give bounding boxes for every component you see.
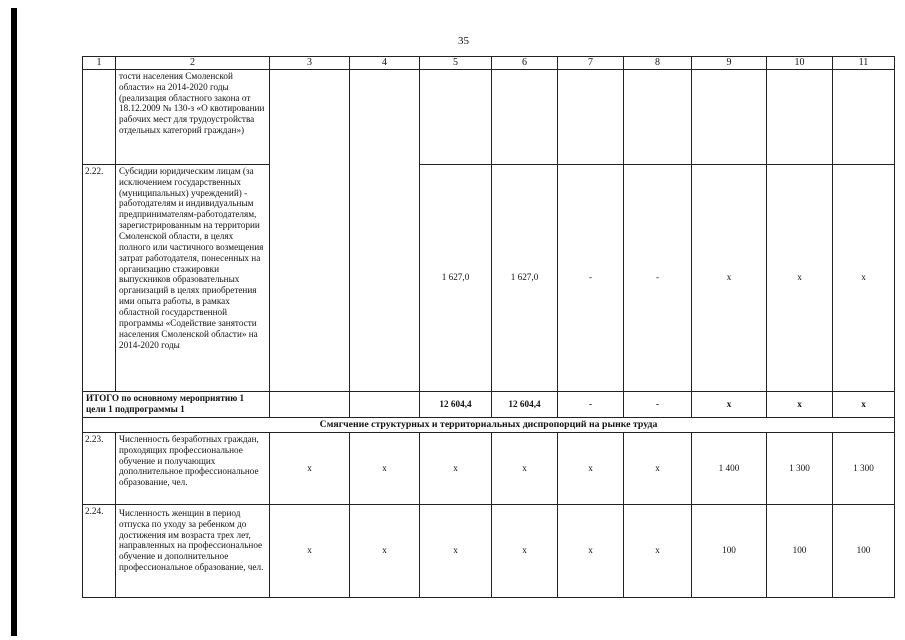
row-number: 2.23. <box>83 432 116 504</box>
value-cell: 1 627,0 <box>420 164 492 391</box>
value-cell: 100 <box>692 504 767 597</box>
total-value: х <box>767 391 833 417</box>
value-cell: х <box>767 164 833 391</box>
header-cell: 10 <box>767 57 833 70</box>
header-cell: 4 <box>350 57 420 70</box>
table-row-section <box>83 417 895 432</box>
header-cell: 7 <box>558 57 624 70</box>
program-table <box>82 56 895 598</box>
row-description: Субсидии юридическим лицам (за исключением государственных (муниципальных) учреждений) - работодателям и индивидуальным предпринимателям-работодателям, зарегистрированным на территории Смоленской области, в целях полного или частичного возмещения затрат работодателя, понесенных на организацию стажировки выпускников образовательных организаций в целях приобретения ими опыта работы, в рамках областной государственной программы «Содействие занятости населения Смоленской области» на 2014-2020 годы <box>116 164 270 391</box>
total-label: ИТОГО по основному мероприятию 1 цели 1 подпрограммы 1 <box>83 391 270 417</box>
value-cell: х <box>492 432 558 504</box>
total-value: 12 604,4 <box>492 391 558 417</box>
page-number: 35 <box>458 35 469 47</box>
value-cell: 100 <box>833 504 895 597</box>
row-description: Численность женщин в период отпуска по уходу за ребенком до достижения им возраста трех лет, направленных на профессиональное обучение и дополнительное профессиональное образование, чел. <box>116 504 270 597</box>
total-value: 12 604,4 <box>420 391 492 417</box>
value-cell: х <box>624 432 692 504</box>
header-cell: 1 <box>83 57 116 70</box>
row-description: тости населения Смоленской области» на 2014-2020 годы (реализация областного закона от 18.12.2009 № 130-з «О квотировании рабочих мест для трудоустройства отдельных категорий граждан») <box>116 69 270 164</box>
row-number: 2.22. <box>83 164 116 391</box>
value-cell: х <box>833 164 895 391</box>
value-cell: 1 300 <box>767 432 833 504</box>
row-description: Численность безработных граждан, проходящих профессиональное обучение и получающих дополнительное профессиональное образование, чел. <box>116 432 270 504</box>
header-cell: 8 <box>624 57 692 70</box>
total-value: х <box>692 391 767 417</box>
value-cell: х <box>558 504 624 597</box>
value-cell: 1 400 <box>692 432 767 504</box>
total-value: - <box>558 391 624 417</box>
header-cell: 6 <box>492 57 558 70</box>
value-cell: х <box>420 432 492 504</box>
header-cell: 11 <box>833 57 895 70</box>
table-row-2-23 <box>83 432 895 504</box>
header-cell: 2 <box>116 57 270 70</box>
value-cell: х <box>624 504 692 597</box>
scan-edge-bar <box>11 8 17 636</box>
table-row-continuation <box>83 69 895 164</box>
header-cell: 9 <box>692 57 767 70</box>
value-cell: х <box>270 432 350 504</box>
value-cell: - <box>624 164 692 391</box>
value-cell: х <box>270 504 350 597</box>
value-cell: - <box>558 164 624 391</box>
value-cell: 1 627,0 <box>492 164 558 391</box>
row-number: 2.24. <box>83 504 116 597</box>
value-cell: х <box>692 164 767 391</box>
header-row <box>83 57 895 70</box>
header-cell: 5 <box>420 57 492 70</box>
value-cell: х <box>350 504 420 597</box>
total-value: - <box>624 391 692 417</box>
section-title: Смягчение структурных и территориальных диспропорций на рынке труда <box>83 417 895 432</box>
value-cell: х <box>492 504 558 597</box>
value-cell: 100 <box>767 504 833 597</box>
value-cell: х <box>350 432 420 504</box>
header-cell: 3 <box>270 57 350 70</box>
table-row-2-22 <box>83 164 895 391</box>
table-row-total <box>83 391 895 417</box>
value-cell: 1 300 <box>833 432 895 504</box>
table-row-2-24 <box>83 504 895 597</box>
total-value: х <box>833 391 895 417</box>
value-cell: х <box>420 504 492 597</box>
value-cell: х <box>558 432 624 504</box>
